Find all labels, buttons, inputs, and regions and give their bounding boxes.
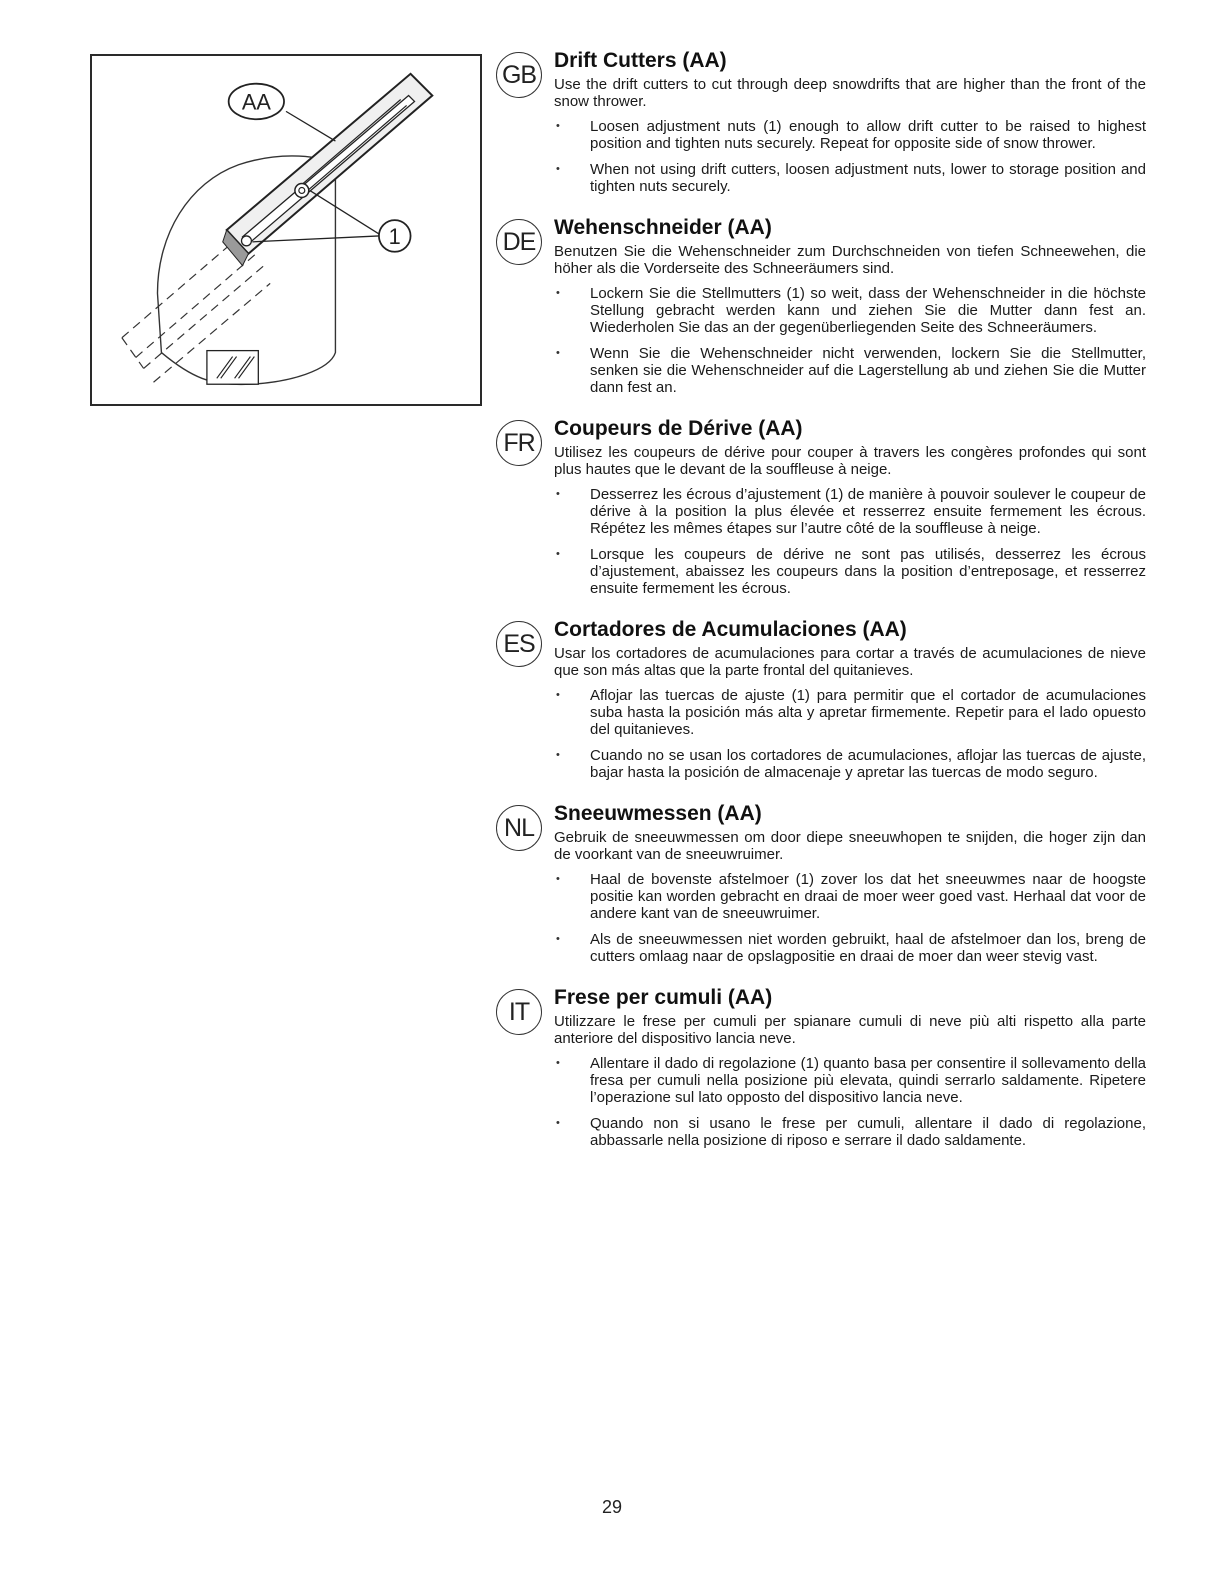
bullet-item: • Lorsque les coupeurs de dérive ne sont pas utilisés, desserrez les écrous d’ajustement, abaissez les coupeurs dans la position d’entreposage, et resserrez ensuite fermement les écrous. xyxy=(554,546,1146,597)
section-title: Drift Cutters (AA) xyxy=(554,49,727,72)
section-es xyxy=(496,617,1146,781)
section-intro: Utilisez les coupeurs de dérive pour couper à travers les congères profondes qui sont plus hautes que le devant de la souffleuse à neige. xyxy=(554,444,1146,478)
bullet-item: • Loosen adjustment nuts (1) enough to allow drift cutter to be raised to highest position and tighten nuts securely. Repeat for opposite side of snow thrower. xyxy=(554,118,1146,152)
language-badge-fr: FR xyxy=(496,420,542,466)
section-nl xyxy=(496,801,1146,965)
section-intro: Gebruik de sneeuwmessen om door diepe sneeuwhopen te snijden, die hoger zijn dan de voorkant van de sneeuwruimer. xyxy=(554,829,1146,863)
section-title: Wehenschneider (AA) xyxy=(554,216,772,239)
callout-aa-label: AA xyxy=(241,89,271,115)
page-number: 29 xyxy=(601,1497,623,1517)
section-title: Sneeuwmessen (AA) xyxy=(554,802,762,825)
instruction-sections xyxy=(496,48,1146,1169)
section-fr xyxy=(496,416,1146,597)
drift-cutter-illustration xyxy=(90,54,482,406)
callout-part-1-label: 1 xyxy=(388,223,401,249)
section-de xyxy=(496,215,1146,396)
section-title: Frese per cumuli (AA) xyxy=(554,986,773,1009)
callout-part-1 xyxy=(379,220,411,252)
bullet-item: • Aflojar las tuercas de ajuste (1) para permitir que el cortador de acumulaciones suba hasta la posición más alta y apretar firmemente. Repetir para el lado opuesto del quitanieves. xyxy=(554,687,1146,738)
section-gb xyxy=(496,48,1146,195)
bullet-list xyxy=(554,871,1146,965)
section-intro: Use the drift cutters to cut through deep snowdrifts that are higher than the front of the snow thrower. xyxy=(554,76,1146,110)
label-plate-icon xyxy=(207,351,258,385)
section-intro: Usar los cortadores de acumulaciones para cortar a través de acumulaciones de nieve que son más altas que la parte frontal del quitanieves. xyxy=(554,645,1146,679)
bullet-list xyxy=(554,486,1146,597)
callout-aa xyxy=(229,84,284,120)
bullet-item: • Allentare il dado di regolazione (1) quanto basa per consentire il sollevamento della fresa per cumuli nella posizione più elevata, quindi serrarlo saldamente. Ripetere l’operazione sul lato opposto del dispositivo lancia neve. xyxy=(554,1055,1146,1106)
bullet-item: • Lockern Sie die Stellmutters (1) so weit, dass der Wehenschneider in die höchste Stellung gebracht werden kann und ziehen Sie die Mutter dann fest an. Wiederholen Sie das an der gegenüberliegenden Seite des Schneeräumers. xyxy=(554,285,1146,336)
language-badge-es: ES xyxy=(496,621,542,667)
bullet-item: • When not using drift cutters, loosen adjustment nuts, lower to storage position and tighten nuts securely. xyxy=(554,161,1146,195)
bullet-item: • Quando non si usano le frese per cumuli, allentare il dado di regolazione, abbassarle nella posizione di riposo e serrare il dado saldamente. xyxy=(554,1115,1146,1149)
language-badge-it: IT xyxy=(496,989,542,1035)
language-badge-nl: NL xyxy=(496,805,542,851)
bullet-list xyxy=(554,285,1146,396)
section-intro: Utilizzare le frese per cumuli per spianare cumuli di neve più alti rispetto alla parte anteriore del dispositivo lancia neve. xyxy=(554,1013,1146,1047)
bullet-list xyxy=(554,118,1146,195)
bullet-item: • Desserrez les écrous d’ajustement (1) de manière à pouvoir soulever le coupeur de dérive à la position la plus élevée et resserrez ensuite fermement les écrous. Répétez les mêmes étapes sur l’autre côté de la souffleuse à neige. xyxy=(554,486,1146,537)
bullet-item: • Wenn Sie die Wehenschneider nicht verwenden, lockern Sie die Stellmutter, senken sie die Wehenschneider auf die Lagerstellung ab und ziehen Sie die Mutter dann fest an. xyxy=(554,345,1146,396)
bullet-item: • Haal de bovenste afstelmoer (1) zover los dat het sneeuwmes naar de hoogste positie kan worden gebracht en draai de moer weer goed vast. Herhaal dat voor de andere kant van de sneeuwruimer. xyxy=(554,871,1146,922)
bullet-item: • Als de sneeuwmessen niet worden gebruikt, haal de afstelmoer dan los, breng de cutters omlaag naar de opslagpositie en draai de moer dan weer stevig vast. xyxy=(554,931,1146,965)
section-intro: Benutzen Sie die Wehenschneider zum Durchschneiden von tiefen Schneewehen, die höher als die Vorderseite des Schneeräumers sind. xyxy=(554,243,1146,277)
bullet-list xyxy=(554,1055,1146,1149)
section-title: Coupeurs de Dérive (AA) xyxy=(554,417,803,440)
language-badge-de: DE xyxy=(496,219,542,265)
section-title: Cortadores de Acumulaciones (AA) xyxy=(554,618,907,641)
bullet-item: • Cuando no se usan los cortadores de acumulaciones, aflojar las tuercas de ajuste, bajar hasta la posición de almacenaje y apretar las tuercas de modo seguro. xyxy=(554,747,1146,781)
section-it xyxy=(496,985,1146,1149)
language-badge-gb: GB xyxy=(496,52,542,98)
bullet-list xyxy=(554,687,1146,781)
